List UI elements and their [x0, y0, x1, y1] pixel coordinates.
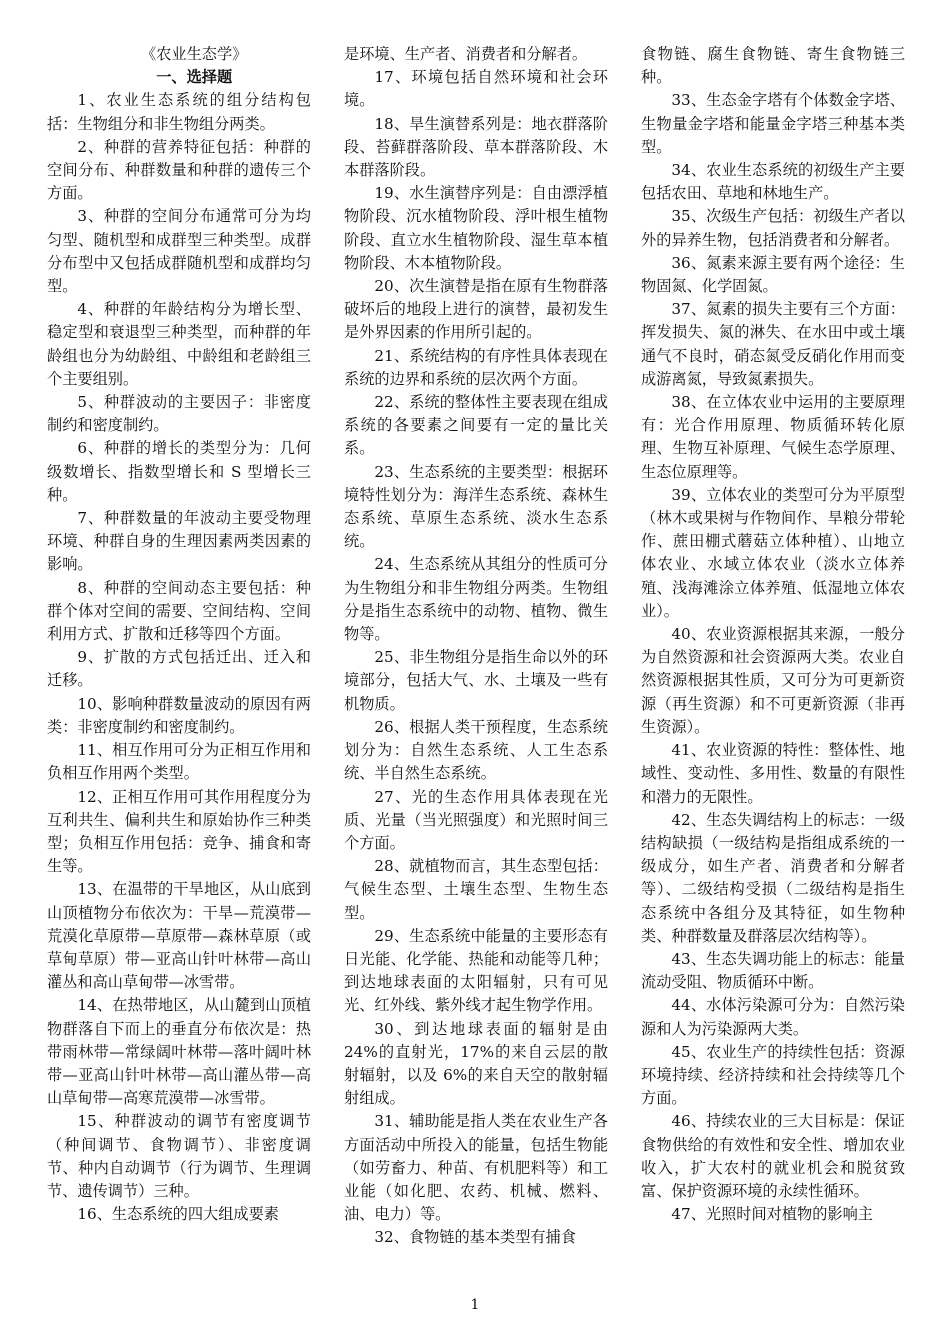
numbered-item: 37、氮素的损失主要有三个方面：挥发损失、氮的淋失、在水田中或土壤通气不良时，硝态氮受反硝化作用而变成游离氮，导致氮素损失。: [641, 300, 905, 388]
numbered-item: 34、农业生态系统的初级生产主要包括农田、草地和林地生产。: [641, 161, 905, 203]
numbered-item: 31、辅助能是指人类在农业生产各方面活动中所投入的能量，包括生物能（如劳畜力、种苗、有机肥料等）和工业能（如化肥、农药、机械、燃料、油、电力）等。: [344, 1112, 608, 1224]
continued-paragraph: 食物链、腐生食物链、寄生食物链三种。: [641, 45, 905, 87]
numbered-item: 21、系统结构的有序性具体表现在系统的边界和系统的层次两个方面。: [344, 346, 608, 388]
numbered-item: 22、系统的整体性主要表现在组成系统的各要素之间要有一定的量比关系。: [344, 393, 608, 458]
section-heading: 一、选择题: [156, 68, 233, 87]
numbered-item: 42、生态失调结构上的标志：一级结构缺损（一级结构是指组成系统的一级成分，如生产者、消费者和分解者等）、二级结构受损（二级结构是指生态系统中各组分及其特征，如生物种类、种群数量及群落层次结构等）。: [641, 810, 905, 945]
numbered-item: 18、旱生演替系列是：地衣群落阶段、苔藓群落阶段、草本群落阶段、木本群落阶段。: [344, 114, 608, 180]
numbered-item: 14、在热带地区，从山麓到山顶植物群落自下而上的垂直分布依次是：热带雨林带—常绿阔叶林带—落叶阔叶林带—亚高山针叶林带—高山灌丛带—高山草甸带—高寒荒漠带—冰雪带。: [47, 996, 311, 1108]
numbered-item: 33、生态金字塔有个体数金字塔、生物量金字塔和能量金字塔三种基本类型。: [641, 91, 905, 156]
numbered-item: 38、在立体农业中运用的主要原理有：光合作用原理、物质循环转化原理、生物互补原理、气候生态学原理、生态位原理等。: [641, 393, 905, 481]
page-number: 1: [470, 1297, 480, 1313]
numbered-item: 28、就植物而言，其生态型包括：气候生态型、土壤生态型、生物生态型。: [344, 857, 608, 922]
numbered-item: 9、扩散的方式包括迁出、迁入和迁移。: [47, 648, 311, 690]
numbered-item: 17、环境包括自然环境和社会环境。: [344, 68, 608, 110]
numbered-item: 46、持续农业的三大目标是：保证食物供给的有效性和安全性、增加农业收入，扩大农村的就业机会和脱贫致富、保护资源环境的永续性循环。: [641, 1112, 905, 1200]
numbered-item: 10、影响种群数量波动的原因有两类：非密度制约和密度制约。: [47, 694, 311, 736]
numbered-item: 2、种群的营养特征包括：种群的空间分布、种群数量和种群的遗传三个方面。: [47, 137, 311, 203]
numbered-item: 11、相互作用可分为正相互作用和负相互作用两个类型。: [47, 741, 311, 783]
numbered-item: 12、正相互作用可其作用程度分为互利共生、偏利共生和原始协作三种类型；负相互作用包括：竞争、捕食和寄生等。: [47, 787, 311, 876]
numbered-item: 47、光照时间对植物的影响主: [671, 1205, 873, 1224]
numbered-item: 45、农业生产的持续性包括：资源环境持续、经济持续和社会持续等几个方面。: [641, 1042, 905, 1108]
numbered-item: 24、生态系统从其组分的性质可分为生物组分和非生物组分两类。生物组分是指生态系统中的动物、植物、微生物等。: [344, 555, 608, 644]
numbered-item: 35、次级生产包括：初级生产者以外的异养生物，包括消费者和分解者。: [641, 207, 905, 249]
numbered-item: 3、种群的空间分布通常可分为均匀型、随机型和成群型三种类型。成群分布型中又包括成群随机型和成群均匀型。: [47, 207, 311, 296]
numbered-item: 44、水体污染源可分为：自然污染源和人为污染源两大类。: [641, 996, 905, 1038]
numbered-item: 5、种群波动的主要因子：非密度制约和密度制约。: [47, 393, 311, 435]
numbered-item: 25、非生物组分是指生命以外的环境部分，包括大气、水、土壤及一些有机物质。: [344, 648, 608, 713]
numbered-item: 41、农业资源的特性：整体性、地域性、变动性、多用性、数量的有限性和潜力的无限性。: [641, 741, 905, 806]
numbered-item: 32、食物链的基本类型有捕食: [374, 1228, 576, 1247]
numbered-item: 23、生态系统的主要类型：根据环境特性划分为：海洋生态系统、森林生态系统、草原生态系统、淡水生态系统。: [344, 462, 608, 551]
numbered-item: 43、生态失调功能上的标志：能量流动受阻、物质循环中断。: [641, 949, 905, 992]
numbered-item: 15、种群波动的调节有密度调节（种间调节、食物调节）、非密度调节、种内自动调节（行为调节、生理调节、遗传调节）三种。: [47, 1112, 311, 1200]
numbered-item: 19、水生演替序列是：自由漂浮植物阶段、沉水植物阶段、浮叶根生植物阶段、直立水生植物阶段、湿生草本植物阶段、木本植物阶段。: [344, 184, 608, 272]
numbered-item: 1、农业生态系统的组分结构包括：生物组分和非生物组分两类。: [47, 91, 311, 133]
numbered-item: 13、在温带的干旱地区，从山底到山顶植物分布依次为：干旱—荒漠带—荒漠化草原带—草原带—森林草原（或草甸草原）带—亚高山针叶林带—高山灌丛和高山草甸带—冰雪带。: [47, 880, 311, 992]
document-title: 《农业生态学》: [141, 45, 248, 63]
numbered-item: 30、到达地球表面的辐射是由 24%的直射光，17%的来自云层的散射辐射，以及 6%的来自天空的散射辐射组成。: [344, 1019, 608, 1108]
numbered-item: 40、农业资源根据其来源，一般分为自然资源和社会资源两大类。农业自然资源根据其性质，又可分为可更新资源（再生资源）和不可更新资源（非再生资源）。: [641, 625, 905, 736]
numbered-item: 20、次生演替是指在原有生物群落破坏后的地段上进行的演替，最初发生是外界因素的作用所引起的。: [344, 277, 608, 342]
text-column-3: [641, 43, 905, 1226]
numbered-item: 7、种群数量的年波动主要受物理环境、种群自身的生理因素两类因素的影响。: [47, 509, 311, 574]
continued-paragraph: 是环境、生产者、消费者和分解者。: [344, 45, 587, 63]
text-column-2: [344, 43, 608, 1250]
numbered-item: 29、生态系统中能量的主要形态有日光能、化学能、热能和动能等几种；到达地球表面的太阳辐射，只有可见光、红外线、紫外线才起生物学作用。: [344, 926, 608, 1015]
numbered-item: 8、种群的空间动态主要包括：种群个体对空间的需要、空间结构、空间利用方式、扩散和迁移等四个方面。: [47, 578, 311, 644]
text-column-1: [47, 43, 311, 1226]
numbered-item: 39、立体农业的类型可分为平原型（林木或果树与作物间作、旱粮分带轮作、蔗田棚式蘑菇立体种植）、山地立体农业、水域立体农业（淡水立体养殖、浅海滩涂立体养殖、低湿地立体农业）。: [641, 485, 905, 620]
numbered-item: 6、种群的增长的类型分为：几何级数增长、指数型增长和 S 型增长三种。: [47, 439, 311, 504]
numbered-item: 16、生态系统的四大组成要素: [77, 1205, 279, 1224]
numbered-item: 4、种群的年龄结构分为增长型、稳定型和衰退型三种类型，而种群的年龄组也分为幼龄组、中龄组和老龄组三个主要组别。: [47, 300, 311, 388]
numbered-item: 36、氮素来源主要有两个途径：生物固氮、化学固氮。: [641, 253, 905, 296]
numbered-item: 27、光的生态作用具体表现在光质、光量（当光照强度）和光照时间三个方面。: [344, 787, 608, 852]
numbered-item: 26、根据人类干预程度，生态系统划分为：自然生态系统、人工生态系统、半自然生态系统。: [344, 717, 608, 783]
